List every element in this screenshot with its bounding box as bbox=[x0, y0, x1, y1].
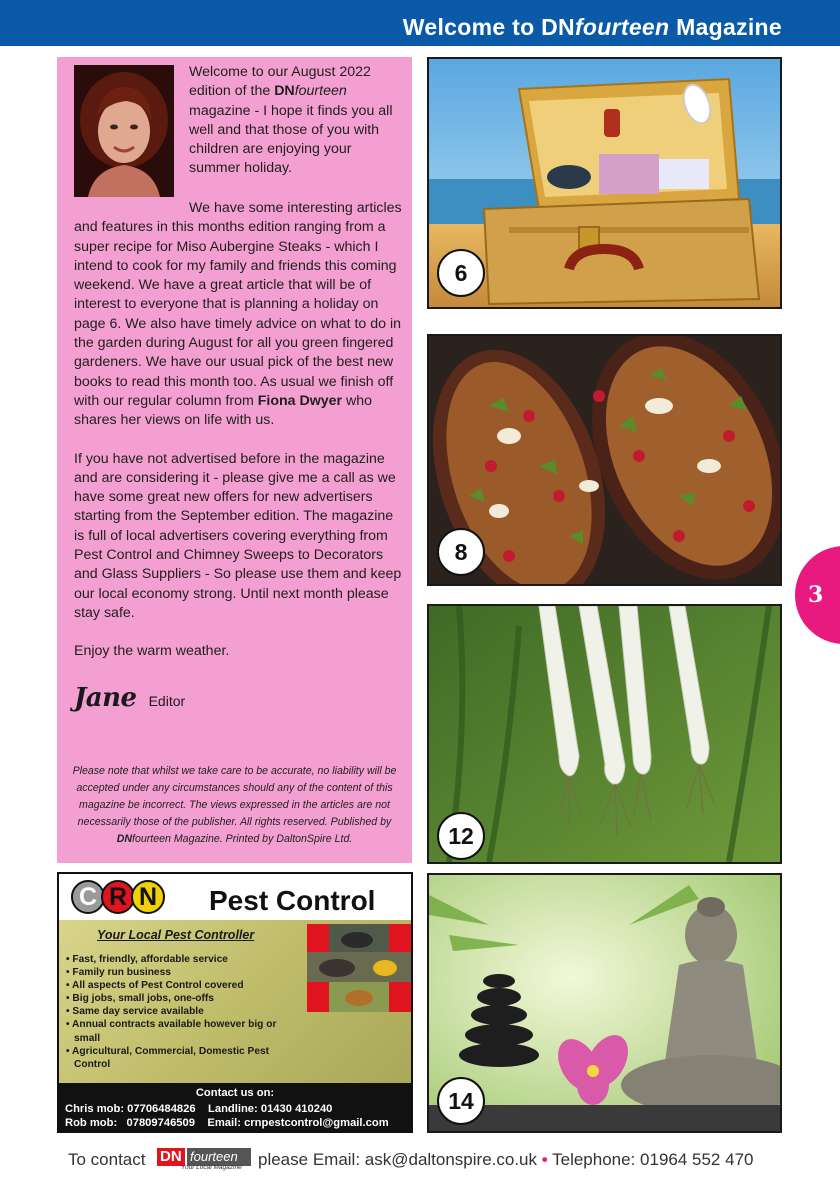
editorial-letter bbox=[74, 63, 404, 681]
ad-tagline: Your Local Pest Controller bbox=[97, 928, 255, 942]
footer-contact bbox=[258, 1150, 753, 1170]
ad-service-item: • Same day service available bbox=[66, 1006, 204, 1018]
page-badge-14: 14 bbox=[437, 1077, 485, 1125]
p1-brand-fourteen: fourteen bbox=[294, 83, 347, 100]
ad-company-name: Pest Control bbox=[209, 885, 376, 916]
page-number-tab bbox=[795, 546, 840, 644]
signoff bbox=[74, 683, 185, 713]
ad-service-item: • Fast, friendly, affordable service bbox=[66, 954, 228, 965]
p2-text-b: who shares her views on life with us. bbox=[74, 392, 373, 429]
title-prefix: Welcome to bbox=[402, 14, 542, 40]
ad-service-item: • Agricultural, Commercial, Domestic Pest Control bbox=[66, 1045, 270, 1070]
feature-card-page-6[interactable] bbox=[427, 57, 782, 309]
ad-service-text: All aspects of Pest Control covered bbox=[72, 980, 244, 992]
disclaimer-text-a: Please note that whilst we take care to be accurate, no liability will be accepted under any circumstances should any of the content of this magazine be incorrect. The views expressed in the articles are not necessarily those of the publisher. All rights reserved. Published by bbox=[72, 765, 397, 828]
footer-bullet: • bbox=[541, 1150, 548, 1169]
title-brand-fourteen: fourteen bbox=[574, 14, 670, 40]
footer-phone[interactable]: Telephone: 01964 552 470 bbox=[552, 1150, 754, 1169]
p1-text-b: magazine - I hope it finds you all well and that those of you with children are enjoying your summer holiday. bbox=[189, 102, 393, 177]
ad-service-text: Agricultural, Commercial, Domestic Pest Control bbox=[72, 1045, 270, 1070]
magazine-title bbox=[403, 14, 782, 41]
ad-services-list bbox=[65, 953, 305, 1071]
editor-signature: Jane bbox=[74, 683, 137, 713]
p2-text-a: We have some interesting articles and features in this months edition ranging from a super recipe for Miso Aubergine Steaks - which I intend to cook for my family and friends this coming weekend. We have a great article that will be of interest to everyone that is planning a holiday on page 6. We also have timely advice on what to do in the garden during August for all you green fingered gardeners. We have our usual pick of the best new books to read this month too. As usual we finish off with our regular column from bbox=[74, 200, 402, 409]
feature-card-page-8[interactable] bbox=[427, 334, 782, 586]
ad-service-item: • Big jobs, small jobs, one-offs bbox=[66, 993, 214, 1005]
page-number: 3 bbox=[808, 582, 824, 608]
ad-service-item: • All aspects of Pest Control covered bbox=[66, 980, 244, 992]
footer-logo-sub: Your Local Magazine bbox=[181, 1164, 242, 1171]
title-brand bbox=[541, 14, 669, 40]
disclaimer-text-b: fourteen Magazine. Printed by DaltonSpire Ltd. bbox=[132, 833, 353, 845]
disclaimer bbox=[67, 763, 402, 848]
editorial-paragraph-4: Enjoy the warm weather. bbox=[74, 643, 230, 660]
editorial-paragraph-3: If you have not advertised before in the magazine and are considering it - please give me a call as we have some great new offers for new advertisers starting from the September edition. The magazine is full of local advertisers covering everything from Pest Control and Chimney Sweeps to Decorators and Glass Suppliers - So please use them and keep our local economy strong. Until next month please stay safe. bbox=[74, 450, 402, 621]
page-badge-12: 12 bbox=[437, 812, 485, 860]
editorial-paragraph-1 bbox=[74, 63, 404, 179]
ad-body bbox=[59, 920, 411, 1083]
header-bar bbox=[0, 0, 840, 46]
ad-contact-rob[interactable]: Rob mob: 07809746509 Email: crnpestcontrol@gmail.com bbox=[65, 1117, 389, 1129]
ad-contact bbox=[59, 1083, 411, 1131]
logo-letter-r: R bbox=[101, 880, 135, 914]
ad-service-item: • Annual contracts available however big or small bbox=[66, 1019, 277, 1044]
ad-service-text: Family run business bbox=[72, 967, 171, 979]
title-suffix: Magazine bbox=[669, 14, 782, 40]
page-badge-8: 8 bbox=[437, 528, 485, 576]
footer-email[interactable]: please Email: ask@daltonspire.co.uk bbox=[258, 1150, 538, 1169]
ad-service-text: Fast, friendly, affordable service bbox=[72, 954, 228, 965]
logo-letter-c: C bbox=[71, 880, 105, 914]
footer-logo bbox=[157, 1148, 251, 1172]
ad-contact-title: Contact us on: bbox=[195, 1087, 275, 1099]
p1-text-a: Welcome to our August 2022 edition of the bbox=[189, 64, 371, 100]
logo-letter-n: N bbox=[131, 880, 165, 914]
footer-logo-fourteen: fourteen bbox=[187, 1148, 251, 1166]
columnist-name: Fiona Dwyer bbox=[257, 392, 343, 409]
pest-control-ad[interactable] bbox=[57, 872, 413, 1133]
ad-service-text: Annual contracts available however big or small bbox=[72, 1019, 277, 1044]
editorial-paragraph-2 bbox=[74, 199, 404, 431]
ad-header bbox=[59, 874, 411, 920]
title-brand-dn: DN bbox=[541, 14, 575, 40]
feature-card-page-12[interactable] bbox=[427, 604, 782, 864]
ad-pest-images bbox=[307, 924, 411, 1012]
ad-service-item: • Family run business bbox=[66, 967, 171, 979]
editor-role: Editor bbox=[148, 693, 186, 709]
footer-prefix: To contact bbox=[68, 1150, 146, 1169]
page-badge-6: 6 bbox=[437, 249, 485, 297]
footer-logo-dn: DN bbox=[157, 1148, 185, 1166]
crn-logo bbox=[71, 880, 161, 914]
ad-contact-chris[interactable]: Chris mob: 07706484826 Landline: 01430 410240 bbox=[65, 1103, 333, 1115]
page-footer bbox=[0, 1148, 840, 1174]
p1-brand-dn: DN bbox=[274, 83, 295, 100]
ad-service-text: Same day service available bbox=[72, 1006, 204, 1018]
editorial-panel bbox=[57, 57, 412, 863]
ad-service-text: Big jobs, small jobs, one-offs bbox=[72, 993, 214, 1005]
disclaimer-brand: DN bbox=[116, 833, 133, 845]
feature-card-page-14[interactable] bbox=[427, 873, 782, 1133]
